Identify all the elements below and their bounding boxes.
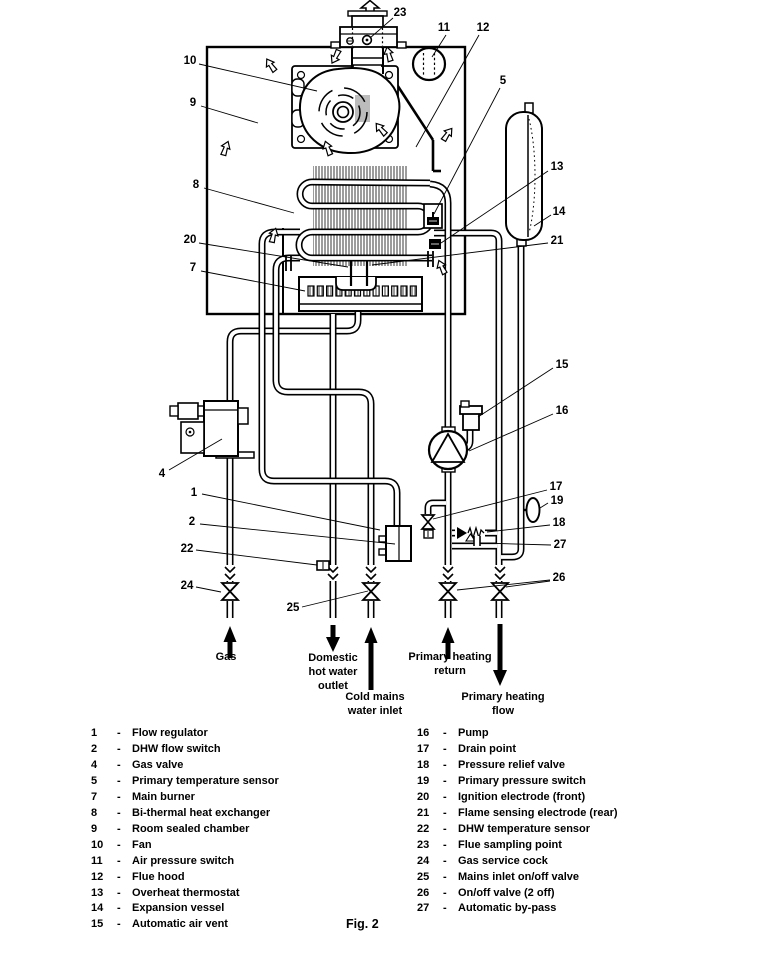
legend-item-dash: - xyxy=(117,822,121,835)
legend-right-column xyxy=(417,726,747,917)
legend-item-number: 18 xyxy=(417,758,430,771)
callout-number: 23 xyxy=(393,7,407,19)
legend-item-number: 8 xyxy=(91,806,98,819)
legend-item-dash: - xyxy=(443,870,447,883)
legend-item-dash: - xyxy=(443,806,447,819)
flow-regulator-switch-box xyxy=(379,526,411,561)
legend-item-number: 2 xyxy=(91,742,98,755)
callout-leader xyxy=(196,587,221,592)
legend-item-dash: - xyxy=(117,774,121,787)
callout-number: 24 xyxy=(180,580,194,592)
callout-19 xyxy=(540,495,563,508)
legend-item-label: Flame sensing electrode (rear) xyxy=(458,806,618,819)
legend-item xyxy=(417,822,747,838)
legend-item-number: 4 xyxy=(91,758,98,771)
callout-number: 11 xyxy=(437,22,451,34)
legend-item-dash: - xyxy=(443,774,447,787)
legend-item xyxy=(91,790,391,806)
legend-item-number: 24 xyxy=(417,854,430,867)
legend-item-label: Gas valve xyxy=(132,758,184,771)
callout-number: 10 xyxy=(183,55,197,67)
legend-item-label: Automatic air vent xyxy=(132,918,228,931)
legend-item-label: Flow regulator xyxy=(132,727,208,739)
legend-item-label: DHW flow switch xyxy=(132,742,221,755)
flow-label-primary_return: Primary heating xyxy=(408,651,492,663)
legend-item-dash: - xyxy=(443,854,447,867)
legend-item-label: Primary pressure switch xyxy=(458,774,586,787)
automatic-bypass xyxy=(474,536,480,546)
legend-item-number: 17 xyxy=(417,742,430,755)
legend-item-label: Ignition electrode (front) xyxy=(458,790,586,803)
callout-number: 7 xyxy=(189,262,197,274)
flow-label-dhw_outlet: Domestic xyxy=(308,652,358,664)
legend-item-number: 10 xyxy=(91,838,104,851)
legend-item-label: Pump xyxy=(458,727,489,739)
legend-item-dash: - xyxy=(443,838,447,851)
legend-item xyxy=(91,838,391,854)
callout-number: 22 xyxy=(180,543,194,555)
legend-item xyxy=(417,838,747,854)
pipe-break-marks xyxy=(225,565,506,581)
legend-item-dash: - xyxy=(443,758,447,771)
gas-service-cock xyxy=(221,582,239,601)
legend-item-label: Main burner xyxy=(132,790,195,803)
callout-number: 26 xyxy=(552,572,566,584)
legend-item-number: 25 xyxy=(417,870,430,883)
legend-item xyxy=(417,742,747,758)
legend-item-number: 16 xyxy=(417,727,430,739)
legend-item-label: Flue hood xyxy=(132,870,185,883)
cold-inlet-arrow-icon xyxy=(365,627,378,690)
callout-26 xyxy=(457,572,565,590)
air-pressure-switch xyxy=(413,48,445,80)
flow-label-gas: Gas xyxy=(215,651,237,663)
callout-number: 25 xyxy=(286,602,300,614)
legend-item-dash: - xyxy=(443,790,447,803)
legend-item-number: 22 xyxy=(417,822,430,835)
legend-item-label: Overheat thermostat xyxy=(132,886,240,899)
callout-number: 19 xyxy=(550,495,564,507)
callout-number: 4 xyxy=(158,468,166,480)
legend-item-dash: - xyxy=(443,886,447,899)
legend-item xyxy=(417,886,747,902)
callout-number: 17 xyxy=(549,481,563,493)
callout-leader xyxy=(478,368,553,417)
legend-item-dash: - xyxy=(443,902,447,915)
legend-item-number: 26 xyxy=(417,886,430,899)
legend-item-number: 9 xyxy=(91,822,98,835)
dhw-temperature-sensor xyxy=(317,561,329,570)
flow-label-dhw_outlet: hot water xyxy=(308,666,358,678)
legend-item-label: Room sealed chamber xyxy=(132,822,250,835)
legend-item-dash: - xyxy=(443,822,447,835)
gas-valve xyxy=(170,401,254,458)
legend-item xyxy=(417,854,747,870)
callout-number: 9 xyxy=(189,97,197,109)
legend-item-dash: - xyxy=(117,902,121,915)
return-onoff-valve xyxy=(439,582,457,601)
legend-item xyxy=(91,870,391,886)
legend-item-dash: - xyxy=(117,886,121,899)
legend-item-number: 11 xyxy=(91,854,103,867)
callout-number: 20 xyxy=(183,234,197,246)
legend-item xyxy=(91,886,391,902)
legend-item-dash: - xyxy=(117,727,121,739)
expansion-vessel-pipe xyxy=(501,246,521,557)
legend-item-dash: - xyxy=(443,727,447,739)
callout-number: 13 xyxy=(550,161,564,173)
legend-item-number: 27 xyxy=(417,902,430,915)
gas-pipe xyxy=(230,304,358,618)
legend-item-label: Mains inlet on/off valve xyxy=(458,870,580,883)
callout-number: 12 xyxy=(476,22,490,34)
dhw-outlet-arrow-icon xyxy=(326,625,340,652)
legend-item xyxy=(417,790,747,806)
callout-leader xyxy=(196,550,317,565)
legend-item-label: Gas service cock xyxy=(458,854,548,867)
overheat-thermostat xyxy=(429,239,441,249)
pump xyxy=(429,427,467,472)
legend-item xyxy=(91,726,391,742)
legend-item xyxy=(91,806,391,822)
callout-number: 15 xyxy=(555,359,569,371)
legend-item xyxy=(91,742,391,758)
legend-left-column xyxy=(91,726,391,933)
legend-item xyxy=(91,774,391,790)
legend-item-label: Air pressure switch xyxy=(132,854,235,867)
legend-item-label: Fan xyxy=(132,838,152,851)
flow-labels xyxy=(216,651,545,717)
gas-pipe xyxy=(230,304,358,618)
flow-label-cold_inlet: water inlet xyxy=(347,705,403,717)
callout-number: 18 xyxy=(552,517,566,529)
primary-flow-arrow-icon xyxy=(493,624,507,686)
legend-item-number: 15 xyxy=(91,918,104,931)
legend-item-number: 20 xyxy=(417,790,430,803)
callout-leader xyxy=(469,414,553,451)
legend-item-number: 1 xyxy=(91,727,98,739)
callout-number: 5 xyxy=(499,75,507,87)
figure-caption: Fig. 2 xyxy=(346,917,379,931)
legend-item-label: Pressure relief valve xyxy=(458,758,566,771)
legend-item-dash: - xyxy=(117,838,121,851)
drain-point xyxy=(422,515,434,538)
callout-number: 16 xyxy=(555,405,569,417)
callout-25 xyxy=(287,591,368,614)
legend-item-number: 5 xyxy=(91,774,98,787)
legend-item-dash: - xyxy=(117,758,121,771)
legend-item-dash: - xyxy=(117,790,121,803)
legend-item xyxy=(91,901,391,917)
legend-item-dash: - xyxy=(117,742,121,755)
callout-2 xyxy=(189,516,395,544)
legend-item xyxy=(91,758,391,774)
flow-label-primary_return: return xyxy=(434,665,466,677)
legend-item-label: DHW temperature sensor xyxy=(458,822,591,835)
legend-item-label: Bi-thermal heat exchanger xyxy=(132,806,271,819)
legend-item xyxy=(91,854,391,870)
callout-number: 2 xyxy=(188,516,196,528)
legend-item-dash: - xyxy=(117,806,121,819)
callout-number: 1 xyxy=(190,487,198,499)
primary-pressure-switch xyxy=(524,498,540,522)
legend-item-number: 13 xyxy=(91,886,104,899)
legend-item-label: Flue sampling point xyxy=(458,838,562,851)
legend-item-number: 19 xyxy=(417,774,430,787)
legend-item xyxy=(91,822,391,838)
legend-item-number: 21 xyxy=(417,806,430,819)
callout-number: 21 xyxy=(550,235,564,247)
legend-item xyxy=(417,726,747,742)
legend-item-label: Drain point xyxy=(458,742,517,755)
callout-1 xyxy=(188,487,380,530)
callout-22 xyxy=(181,543,317,565)
legend-item xyxy=(417,774,747,790)
callout-number: 27 xyxy=(553,539,567,551)
callout-number: 8 xyxy=(192,179,200,191)
legend-item-dash: - xyxy=(117,854,121,867)
legend-item-dash: - xyxy=(117,870,121,883)
legend-item-label: Automatic by-pass xyxy=(458,902,557,915)
legend-item-number: 12 xyxy=(91,870,104,883)
legend-item-dash: - xyxy=(443,742,447,755)
flow-label-cold_inlet: Cold mains xyxy=(345,691,405,703)
legend-item xyxy=(417,806,747,822)
callout-24 xyxy=(181,580,221,592)
legend-item xyxy=(417,901,747,917)
legend-item-number: 7 xyxy=(91,790,98,803)
flow-label-dhw_outlet: outlet xyxy=(318,680,348,692)
legend-item xyxy=(417,758,747,774)
legend-item-dash: - xyxy=(117,918,121,931)
automatic-air-vent xyxy=(460,401,482,430)
legend-item-number: 14 xyxy=(91,902,104,915)
legend-item-label: Primary temperature sensor xyxy=(132,774,279,787)
legend-item xyxy=(417,870,747,886)
legend-item-number: 23 xyxy=(417,838,430,851)
legend-item-label: On/off valve (2 off) xyxy=(458,886,555,899)
legend-item-label: Expansion vessel xyxy=(132,902,225,915)
callout-leader xyxy=(540,503,548,508)
flow-label-primary_flow: Primary heating xyxy=(461,691,545,703)
flow-label-primary_flow: flow xyxy=(492,705,514,717)
callout-number: 14 xyxy=(552,206,566,218)
